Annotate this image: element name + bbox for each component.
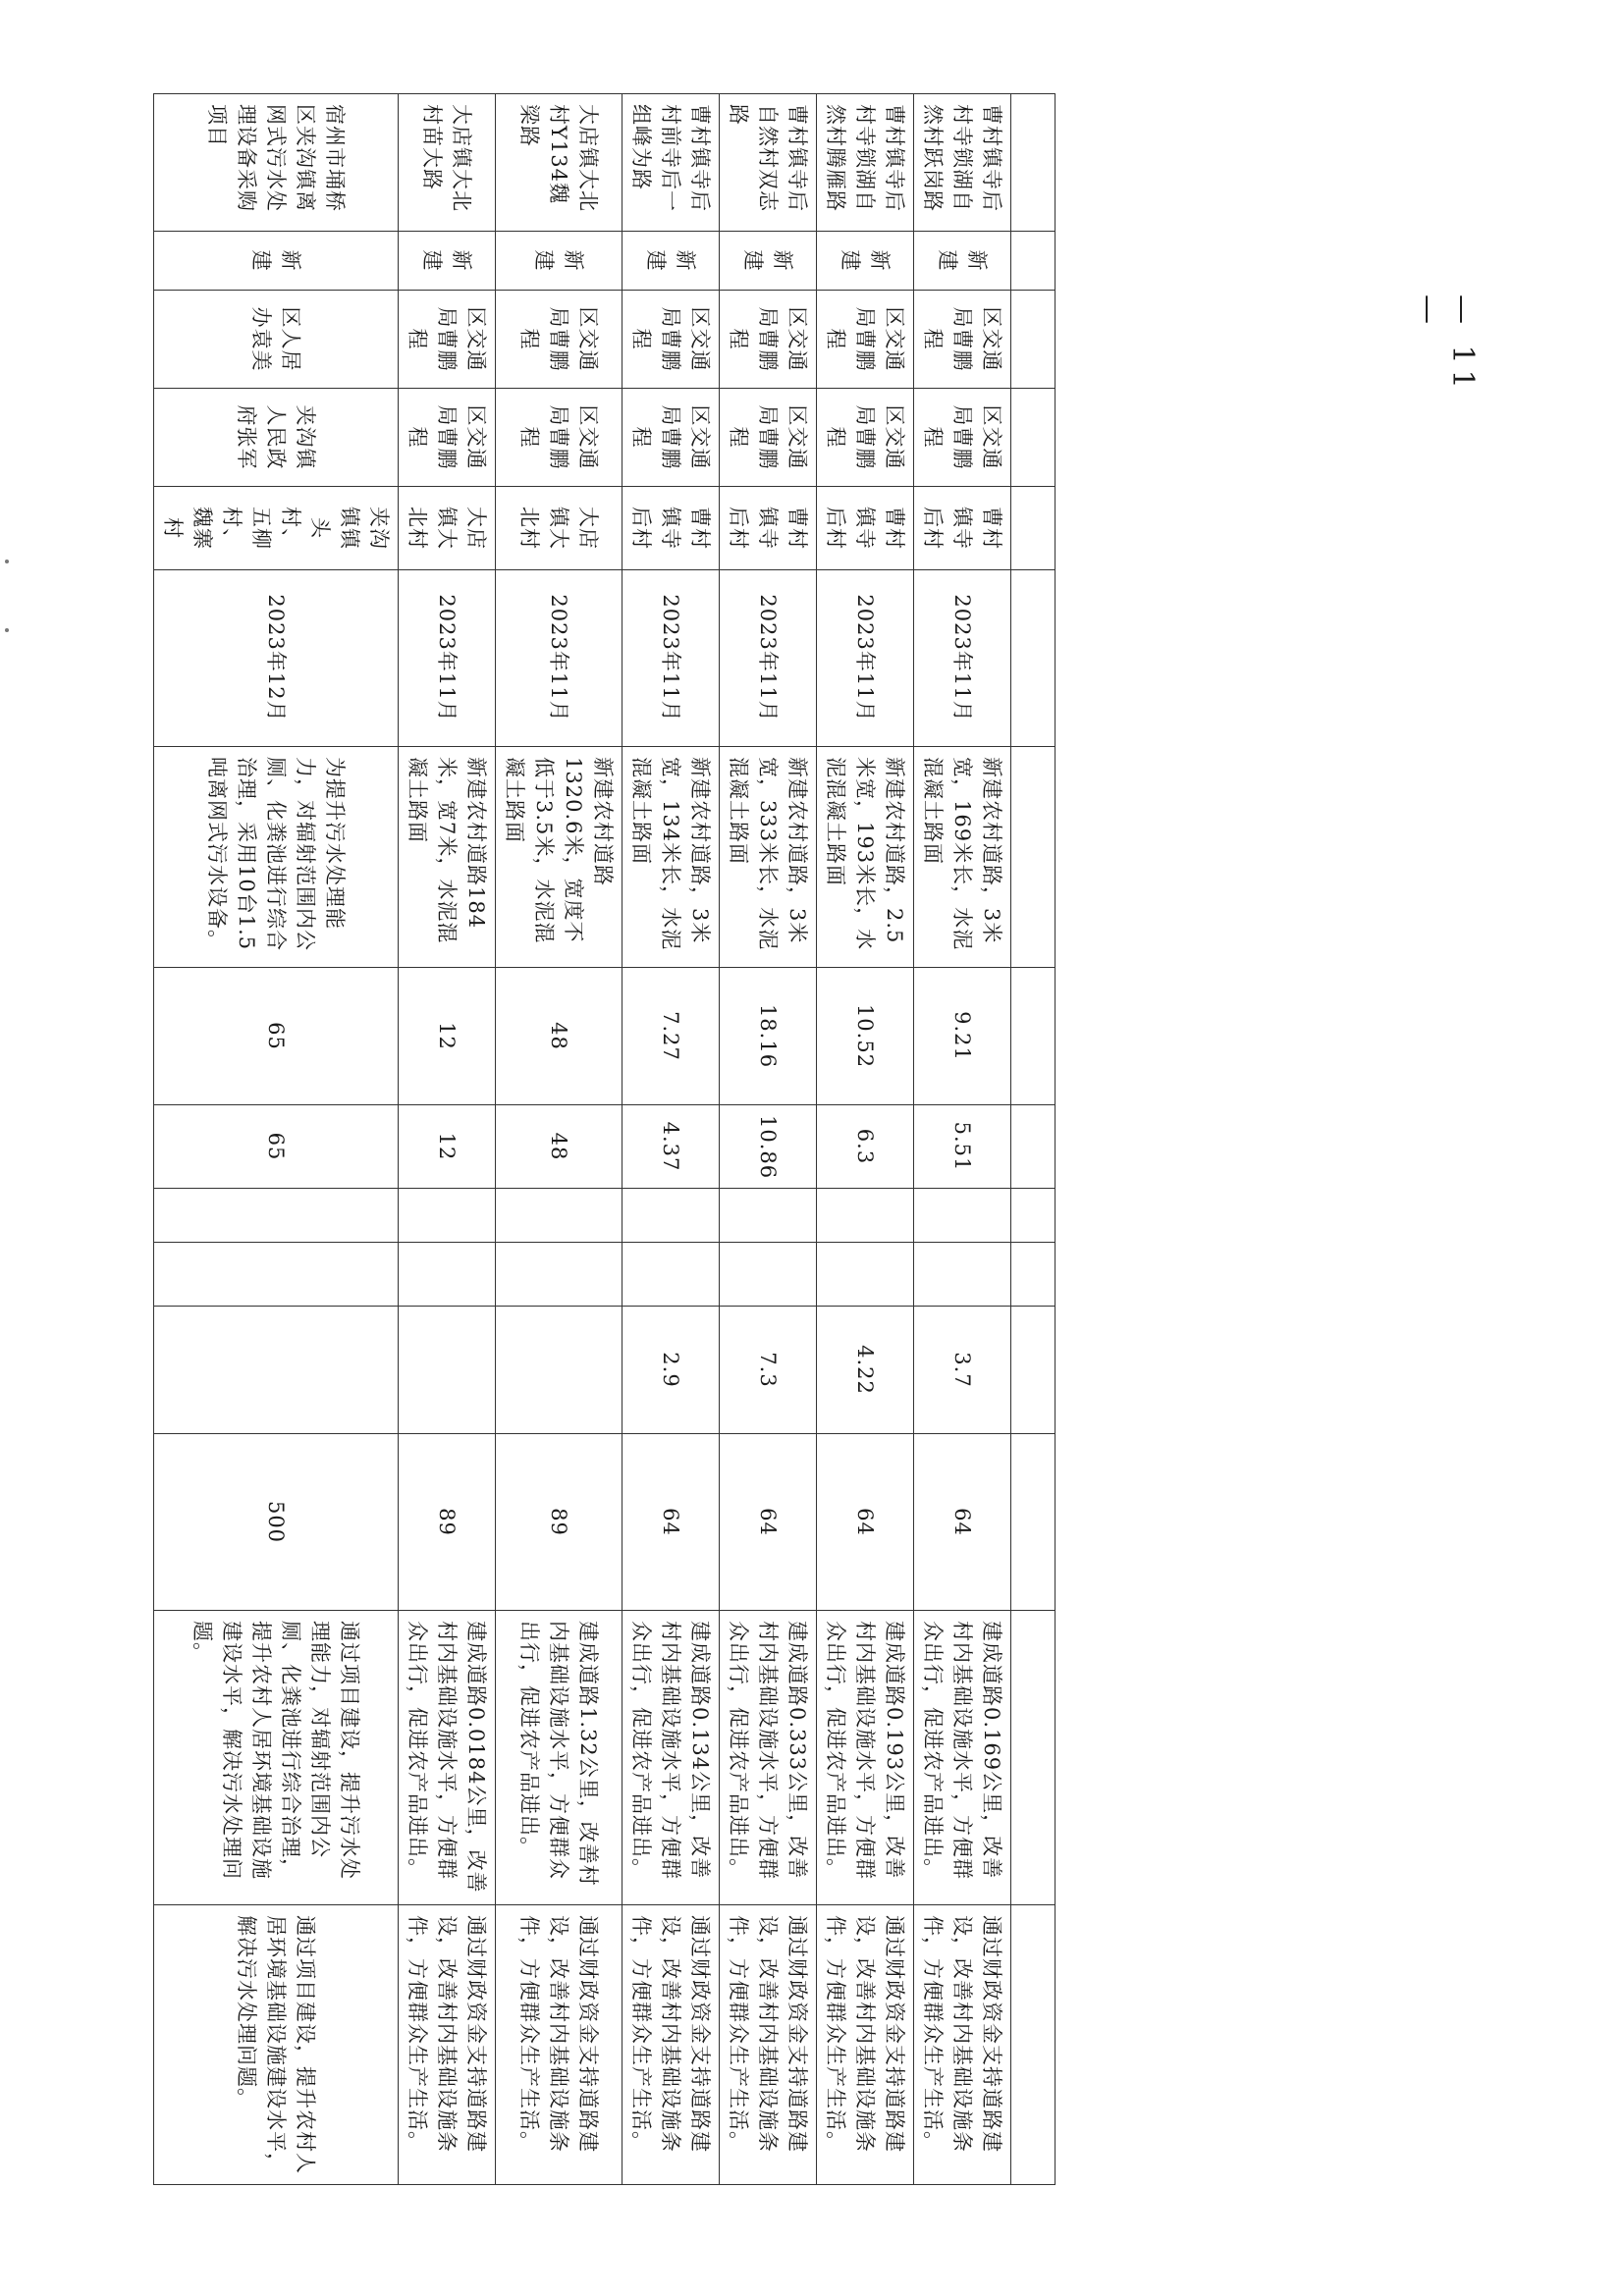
- cell-col-a: [720, 1189, 817, 1243]
- cell-responsible-unit: 区人居办袁美: [154, 291, 399, 389]
- cell-linkage: 通过财政资金支持道路建设，改善村内基础设施条件，方便群众生产生活。: [399, 1905, 496, 2185]
- cell-completion-time: 2023年11月: [496, 570, 623, 747]
- table-row: [399, 94, 496, 2185]
- cell-completion-time: 2023年11月: [914, 570, 1011, 747]
- project-table: [153, 93, 1056, 2185]
- cell-location: 曹村镇寺后村: [720, 487, 817, 570]
- cell-beneficiaries: 64: [914, 1434, 1011, 1611]
- cell-responsible-unit: 区交通局曹鹏程: [914, 291, 1011, 389]
- cell-type: 新建: [399, 232, 496, 291]
- cell-beneficiaries: 89: [496, 1434, 623, 1611]
- cell-total-investment: 65: [154, 968, 399, 1105]
- cell-col-b: [399, 1243, 496, 1307]
- cell-content: 新建农村道路1320.6米，宽度不低于3.5米，水泥混凝土路面: [496, 747, 623, 968]
- cell-col-a: [399, 1189, 496, 1243]
- cell-performance: 建成道路0.333公里，改善村内基础设施水平，方便群众出行，促进农产品进出。: [720, 1611, 817, 1905]
- cell-name: 大店镇大北村苗大路: [399, 94, 496, 232]
- cell-responsible-unit: 区交通局曹鹏程: [817, 291, 914, 389]
- table-row: [914, 94, 1011, 2185]
- cell-beneficiaries: 89: [399, 1434, 496, 1611]
- cell-total-investment: 9.21: [914, 968, 1011, 1105]
- cell-location: 曹村镇寺后村: [623, 487, 720, 570]
- cell-responsible-unit: 区交通局曹鹏程: [623, 291, 720, 389]
- scan-speck: [5, 560, 9, 563]
- cell-location: 夹沟镇镇头村、五柳村、魏寨村: [154, 487, 399, 570]
- cell-linkage: 通过财政资金支持道路建设，改善村内基础设施条件，方便群众生产生活。: [720, 1905, 817, 2185]
- cell-completion-time: 2023年11月: [817, 570, 914, 747]
- cell-responsible-unit: 区交通局曹鹏程: [496, 291, 623, 389]
- cell-fiscal-funds: 65: [154, 1105, 399, 1189]
- cell-content: 新建农村道路，3米宽，134米长，水泥混凝土路面: [623, 747, 720, 968]
- cell-content: 新建农村道路，2.5米宽，193米长，水泥混凝土路面: [817, 747, 914, 968]
- cell-col-c: [154, 1307, 399, 1434]
- cell-beneficiaries: 64: [720, 1434, 817, 1611]
- cell-linkage: 通过项目建设，提升农村人居环境基础设施建设水平，解决污水处理问题。: [154, 1905, 399, 2185]
- cell-fiscal-funds: 5.51: [914, 1105, 1011, 1189]
- cell-location: 大店镇大北村: [496, 487, 623, 570]
- cell-linkage: 通过财政资金支持道路建设，改善村内基础设施条件，方便群众生产生活。: [496, 1905, 623, 2185]
- scan-speck: [5, 628, 9, 632]
- cell-name: 宿州市埇桥区夹沟镇离网式污水处理设备采购项目: [154, 94, 399, 232]
- cell-type: 新建: [623, 232, 720, 291]
- cell-implementing-unit: 夹沟镇人民政府张军: [154, 389, 399, 487]
- cell-responsible-unit: 区交通局曹鹏程: [720, 291, 817, 389]
- cell-fiscal-funds: 48: [496, 1105, 623, 1189]
- cell-linkage: 通过财政资金支持道路建设，改善村内基础设施条件，方便群众生产生活。: [817, 1905, 914, 2185]
- cell-location: 大店镇大北村: [399, 487, 496, 570]
- rotated-table-frame: [161, 93, 1056, 2184]
- cell-col-a: [496, 1189, 623, 1243]
- cell-implementing-unit: 区交通局曹鹏程: [914, 389, 1011, 487]
- cell-col-a: [623, 1189, 720, 1243]
- cell-performance: 建成道路1.32公里，改善村内基础设施水平，方便群众出行，促进农产品进出。: [496, 1611, 623, 1905]
- cell-implementing-unit: 区交通局曹鹏程: [399, 389, 496, 487]
- cell-performance: 通过项目建设，提升污水处理能力，对辐射范围内公厕、化粪池进行综合治理，提升农村人居环境基础设施建设水平，解决污水处理问题。: [154, 1611, 399, 1905]
- cell-col-b: [154, 1243, 399, 1307]
- cell-content: 新建农村道路，3米宽，169米长，水泥混凝土路面: [914, 747, 1011, 968]
- cell-performance: 建成道路0.0184公里，改善村内基础设施水平，方便群众出行，促进农产品进出。: [399, 1611, 496, 1905]
- cell-total-investment: 18.16: [720, 968, 817, 1105]
- cell-name: 曹村镇寺后村前寺后一组峰为路: [623, 94, 720, 232]
- cell-beneficiaries: 500: [154, 1434, 399, 1611]
- cell-completion-time: 2023年12月: [154, 570, 399, 747]
- cell-completion-time: 2023年11月: [623, 570, 720, 747]
- cell-col-b: [496, 1243, 623, 1307]
- cell-fiscal-funds: 6.3: [817, 1105, 914, 1189]
- cell-name: 曹村镇寺后自然村双志路: [720, 94, 817, 232]
- cell-name: 大店镇大北村Y134魏梁路: [496, 94, 623, 232]
- cell-location: 曹村镇寺后村: [914, 487, 1011, 570]
- table-row: [817, 94, 914, 2185]
- cell-name: 曹村镇寺后村寺锁湖自然村跃岗路: [914, 94, 1011, 232]
- cell-completion-time: 2023年11月: [720, 570, 817, 747]
- cell-responsible-unit: 区交通局曹鹏程: [399, 291, 496, 389]
- cell-col-c: 7.3: [720, 1307, 817, 1434]
- cell-total-investment: 10.52: [817, 968, 914, 1105]
- cell-total-investment: 48: [496, 968, 623, 1105]
- cell-linkage: 通过财政资金支持道路建设，改善村内基础设施条件，方便群众生产生活。: [623, 1905, 720, 2185]
- cell-fiscal-funds: 10.86: [720, 1105, 817, 1189]
- cell-performance: 建成道路0.134公里，改善村内基础设施水平，方便群众出行，促进农产品进出。: [623, 1611, 720, 1905]
- cell-total-investment: 12: [399, 968, 496, 1105]
- cell-col-b: [720, 1243, 817, 1307]
- cell-performance: 建成道路0.193公里，改善村内基础设施水平，方便群众出行，促进农产品进出。: [817, 1611, 914, 1905]
- cell-col-c: 2.9: [623, 1307, 720, 1434]
- cell-type: 新建: [817, 232, 914, 291]
- cell-beneficiaries: 64: [623, 1434, 720, 1611]
- cell-col-c: 3.7: [914, 1307, 1011, 1434]
- cell-type: 新建: [720, 232, 817, 291]
- cell-type: 新建: [496, 232, 623, 291]
- table-row: [720, 94, 817, 2185]
- cell-content: 新建农村道路184米，宽7米，水泥混凝土路面: [399, 747, 496, 968]
- table-top-blank-row: [1011, 94, 1056, 2185]
- cell-col-b: [817, 1243, 914, 1307]
- page-number: — 11 —: [1411, 294, 1480, 395]
- cell-col-c: 4.22: [817, 1307, 914, 1434]
- cell-name: 曹村镇寺后村寺锁湖自然村腾雁路: [817, 94, 914, 232]
- cell-col-a: [817, 1189, 914, 1243]
- cell-fiscal-funds: 4.37: [623, 1105, 720, 1189]
- cell-implementing-unit: 区交通局曹鹏程: [496, 389, 623, 487]
- table-row: [623, 94, 720, 2185]
- cell-completion-time: 2023年11月: [399, 570, 496, 747]
- cell-performance: 建成道路0.169公里，改善村内基础设施水平，方便群众出行，促进农产品进出。: [914, 1611, 1011, 1905]
- cell-beneficiaries: 64: [817, 1434, 914, 1611]
- cell-implementing-unit: 区交通局曹鹏程: [623, 389, 720, 487]
- cell-col-b: [623, 1243, 720, 1307]
- cell-col-b: [914, 1243, 1011, 1307]
- cell-implementing-unit: 区交通局曹鹏程: [817, 389, 914, 487]
- cell-col-c: [399, 1307, 496, 1434]
- cell-fiscal-funds: 12: [399, 1105, 496, 1189]
- cell-total-investment: 7.27: [623, 968, 720, 1105]
- table-row: [496, 94, 623, 2185]
- cell-type: 新建: [914, 232, 1011, 291]
- cell-linkage: 通过财政资金支持道路建设，改善村内基础设施条件，方便群众生产生活。: [914, 1905, 1011, 2185]
- cell-content: 为提升污水处理能力，对辐射范围内公厕、化粪池进行综合治理，采用10台1.5吨离网式污水设备。: [154, 747, 399, 968]
- cell-implementing-unit: 区交通局曹鹏程: [720, 389, 817, 487]
- table-row: [154, 94, 399, 2185]
- cell-location: 曹村镇寺后村: [817, 487, 914, 570]
- cell-col-c: [496, 1307, 623, 1434]
- cell-col-a: [914, 1189, 1011, 1243]
- cell-col-a: [154, 1189, 399, 1243]
- cell-content: 新建农村道路，3米宽，333米长，水泥混凝土路面: [720, 747, 817, 968]
- cell-type: 新建: [154, 232, 399, 291]
